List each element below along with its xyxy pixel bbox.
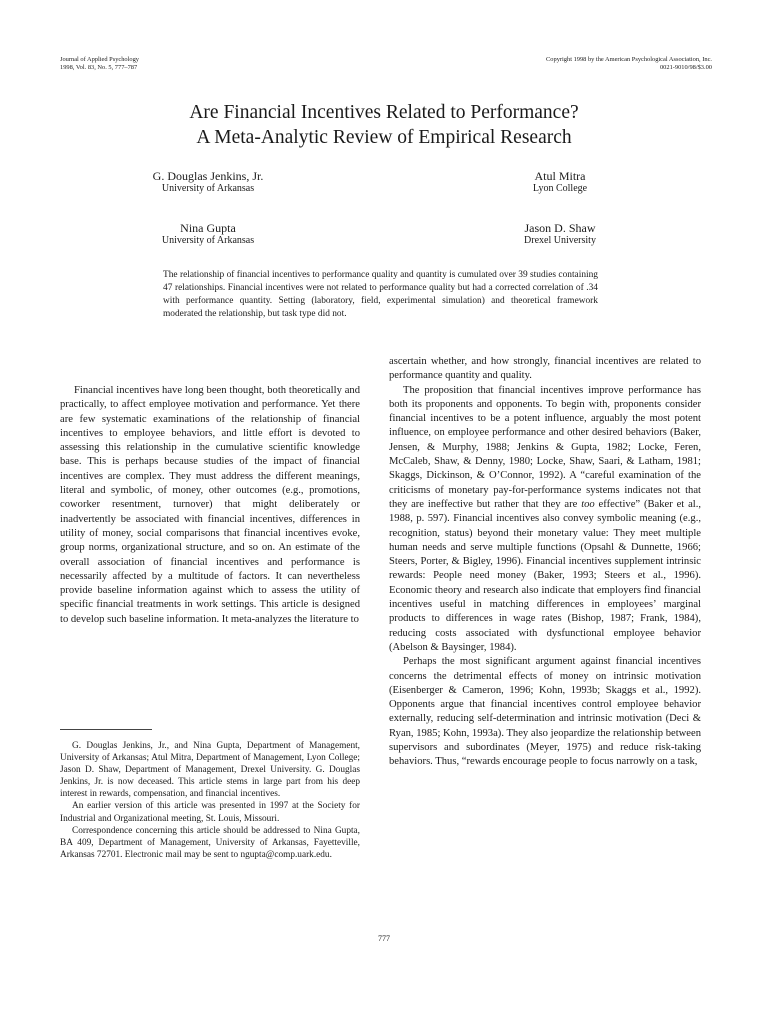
author-name: G. Douglas Jenkins, Jr.	[152, 169, 264, 183]
footnote: G. Douglas Jenkins, Jr., and Nina Gupta, Department of Management, University of Arkansas; Atul Mitra, Department of Management, Lyon College; Jason D. Shaw, Department of Management, Drexel University. G. Douglas Jenkins, Jr. is now deceased. This article stems in large part from his deep interest in rewards, compensation, and financial incentives.	[60, 741, 360, 800]
journal-volume: 1998, Vol. 83, No. 5, 777–787	[60, 64, 138, 71]
footnote: An earlier version of this article was presented in 1997 at the Society for Industrial and Organizational meeting, St. Louis, Missouri.	[60, 801, 360, 824]
author-name: Nina Gupta	[180, 221, 236, 235]
author-block	[480, 169, 640, 195]
abstract: The relationship of financial incentives to performance quality and quantity is cumulated over 39 studies containing 47 relationships. Financial incentives were not related to performance quality but had a corrected correlation of .34 with performance quantity. Setting (laboratory, field, experimental simulation) and theoretical framework moderated the relationship, but task type did not.	[163, 270, 598, 319]
author-block	[480, 221, 640, 247]
body-column-right	[389, 355, 701, 770]
issn-text: 0021-9010/98/$3.00	[659, 64, 712, 71]
title-line-1: Are Financial Incentives Related to Performance?	[189, 102, 579, 123]
body-paragraph: Perhaps the most significant argument against financial incentives concerns the detrimental effects of money on intrinsic motivation (Eisenberger & Cameron, 1996; Kohn, 1993b; Skaggs et al., 1992). Opponents argue that financial incentives control employee behavior externally, reducing self-determination and intrinsic motivation (Deci & Ryan, 1985; Kohn, 1993a). They also jeopardize the relationship between supervisors and subordinates (Meyer, 1975) and reduce risk-taking behaviors. Thus, “rewards encourage people to focus narrowly on a task,	[389, 656, 701, 768]
body-text: effective” (Baker et al., 1988, p. 597). Financial incentives also convey symbolic meaning (e.g., recognition, status) beyond their monetary value: They meet multiple human needs and serve multiple functions (Opsahl & Dunnette, 1966; Steers, Porter, & Bigley, 1996). Financial incentives supplement intrinsic rewards: People need money (Baker, 1993; Steers et al., 1996). Economic theory and research also indicate that employers find financial incentives useful in matching differences in employees’ marginal products to differences in wage rates (Bishop, 1987; Frank, 1984), reducing costs associated with dysfunctional employee behavior (Abelson & Baysinger, 1984).	[389, 498, 702, 653]
author-affiliation: University of Arkansas	[161, 183, 255, 194]
author-name: Jason D. Shaw	[524, 221, 596, 235]
journal-header	[60, 56, 139, 72]
body-paragraph: ascertain whether, and how strongly, financial incentives are related to performance quantity and quality.	[389, 356, 701, 382]
footnotes	[60, 740, 360, 861]
author-block	[118, 221, 298, 247]
author-affiliation: University of Arkansas	[161, 235, 255, 246]
body-paragraph	[389, 384, 701, 656]
title-line-2: A Meta-Analytic Review of Empirical Research	[196, 127, 572, 148]
body-text: The proposition that financial incentives improve performance has both its proponents and opponents. To begin with, proponents consider financial incentives to be a potent influence, arguably the most potent influence, on employee performance and other desired behaviors (Baker, Jensen, & Murphy, 1988; Jenkins & Gupta, 1982; Locke, Feren, McCaleb, Shaw, & Denny, 1980; Locke, Shaw, Saari, & Latham, 1981; Skaggs, Dickinson, & O’Connor, 1992). A “careful examination of the criticisms of monetary pay-for-performance systems indicates not that they are ineffective but rather that they are	[389, 384, 701, 510]
footnote-divider	[60, 729, 152, 730]
copyright-text: Copyright 1998 by the American Psychological Association, Inc.	[546, 56, 712, 63]
author-name: Atul Mitra	[534, 169, 586, 183]
body-paragraph: Financial incentives have long been thought, both theoretically and practically, to affect employee motivation and performance. Yet there are few systematic examinations of the relationship of financial incentives to employee behaviors, and little effort is devoted to assessing this relationship in the cumulative scientific knowledge base. This is perhaps because studies of the impact of financial incentives are complex. They must address the different meanings, literal and symbolic, of money, other outcomes (e.g., promotions, coworker resentment, turnover) that might deliberately or inadvertently be associated with financial incentives, differences in utility of money, social comparisons that financial incentives evoke, group norms, organizational structure, and so on. An estimate of the overall association of financial incentives and performance is necessarily affected by a multitude of factors. It can nevertheless provide baseline information against which to assess the utility of specific financial treatments in work settings. This article is designed to develop such baseline information. It meta-analyzes the literature to	[60, 385, 360, 625]
paper-title	[0, 100, 768, 150]
author-block	[118, 169, 298, 195]
copyright-header	[546, 56, 712, 72]
author-affiliation: Lyon College	[532, 183, 588, 194]
body-column-left	[60, 384, 360, 627]
page-number: 777	[378, 934, 390, 943]
emphasis-text: too	[581, 498, 595, 510]
journal-name: Journal of Applied Psychology	[60, 56, 139, 63]
author-affiliation: Drexel University	[524, 235, 596, 246]
footnote: Correspondence concerning this article should be addressed to Nina Gupta, BA 409, Department of Management, University of Arkansas, Fayetteville, Arkansas 72701. Electronic mail may be sent to ngupta@comp.uark.edu.	[60, 825, 360, 860]
